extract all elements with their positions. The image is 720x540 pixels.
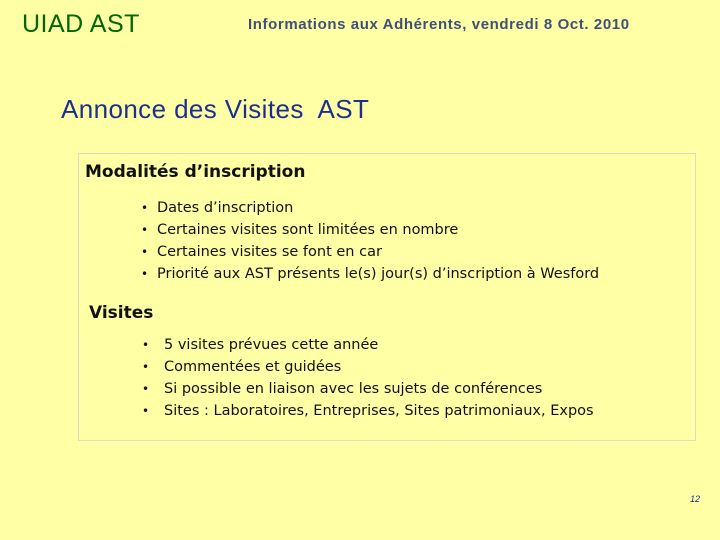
list-item-text: Si possible en liaison avec les sujets de conférences	[164, 381, 543, 397]
bullet-icon: •	[142, 338, 150, 352]
list-item	[142, 356, 594, 378]
list-item-text: 5 visites prévues cette année	[164, 337, 379, 353]
bullet-icon: •	[142, 382, 150, 396]
content-panel	[78, 153, 696, 441]
bullet-icon: •	[142, 404, 150, 418]
bullet-icon: •	[141, 267, 149, 281]
list-item	[141, 263, 600, 285]
slide-title: Annonce des Visites AST	[61, 94, 370, 124]
header-info: Informations aux Adhérents, vendredi 8 Oct. 2010	[248, 16, 630, 33]
bullet-icon: •	[141, 223, 149, 237]
list-item-text: Dates d’inscription	[157, 200, 294, 216]
list-item-text: Certaines visites se font en car	[157, 244, 382, 260]
inscription-list	[141, 197, 600, 285]
list-item-text: Sites : Laboratoires, Entreprises, Sites patrimoniaux, Expos	[164, 403, 594, 419]
bullet-icon: •	[141, 245, 149, 259]
section-heading-inscription: Modalités d’inscription	[85, 162, 306, 182]
list-item	[142, 378, 594, 400]
list-item	[142, 334, 594, 356]
list-item	[141, 197, 599, 219]
page-number: 12	[690, 494, 701, 504]
list-item-text: Commentées et guidées	[164, 359, 342, 375]
brand-logo-text: UIAD AST	[22, 10, 140, 38]
bullet-icon: •	[141, 201, 149, 215]
list-item	[141, 219, 599, 241]
list-item	[141, 241, 599, 263]
list-item	[142, 400, 594, 422]
visites-list	[142, 334, 594, 422]
list-item-text: Certaines visites sont limitées en nombre	[157, 222, 459, 238]
list-item-text: Priorité aux AST présents le(s) jour(s) d’inscription à Wesford	[157, 266, 600, 282]
bullet-icon: •	[142, 360, 150, 374]
section-heading-visites: Visites	[89, 303, 154, 323]
